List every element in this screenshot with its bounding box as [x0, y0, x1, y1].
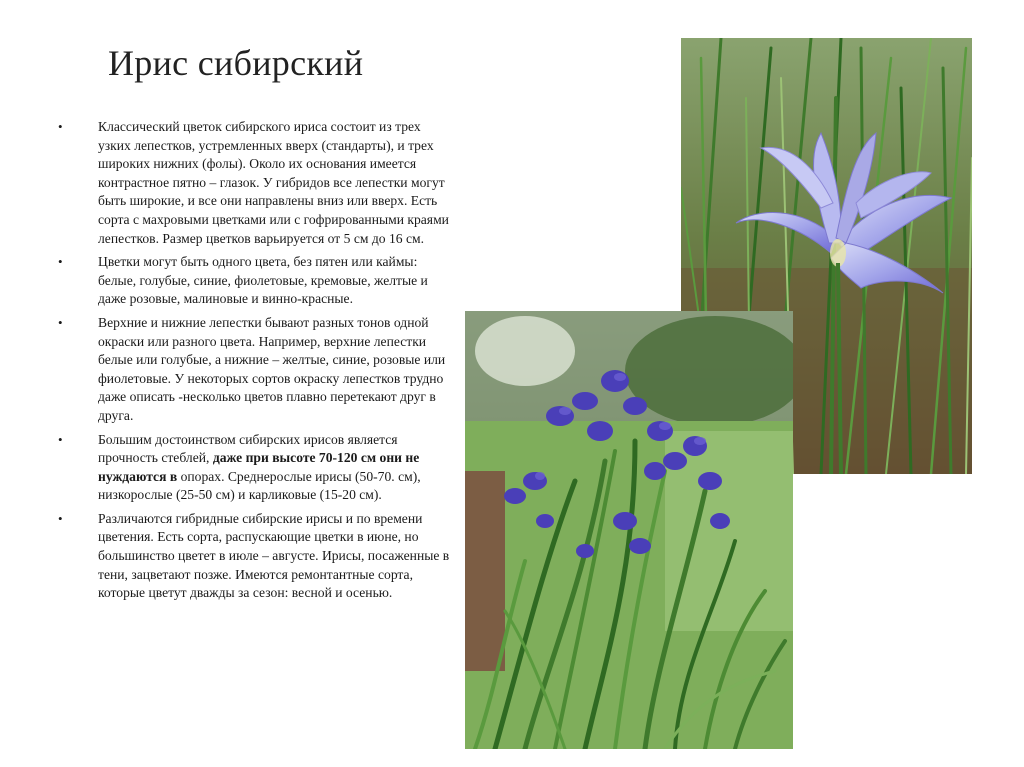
slide-title: Ирис сибирский — [108, 43, 364, 83]
bullet-marker: • — [58, 254, 63, 270]
bullet-item — [58, 253, 450, 309]
bullet-marker: • — [58, 314, 63, 330]
bullet-marker: • — [58, 119, 63, 134]
bullet-item — [58, 431, 450, 505]
iris-bush-garden-photo — [465, 311, 793, 749]
bullet-text-bold: даже при высоте 70-120 см они не нуждаются в — [98, 450, 420, 484]
bullet-text: Различаются гибридные сибирские ирисы и по времени цветения. Есть сорта, распускающие цветки в июне, но большинство цветет в июле – августе. Ирисы, посаженные в тени, зацветают позже. Имеются ремонтантные сорта, которые цветут дважды за сезон: весной и осенью. — [98, 510, 450, 601]
bullet-text: Цветки могут быть одного цвета, без пятен или каймы: белые, голубые, синие, фиолетовые, кремовые, желтые и даже розовые, малиновые и винно-красные. — [98, 254, 428, 307]
bullet-marker: • — [58, 510, 63, 526]
bullet-item — [58, 118, 450, 248]
bullet-marker: • — [58, 431, 63, 447]
bullet-item — [58, 314, 450, 426]
bullet-text: Верхние и нижние лепестки бывают разных тонов одной окраски или разного цвета. Например, верхние лепестки белые или голубые, а нижние – желтые, синие, розовые или фиолетовые. У некоторых сортов окраску лепестков трудно даже описать -несколько цветов плавно перетекают друг в друга. — [98, 314, 446, 423]
bullet-text: Классический цветок сибирского ириса состоит из трех узких лепестков, устремленных вверх (стандарты), и трех широких нижних (фолы). Около их основания имеется контрастное пятно – глазок. У гибридов все лепестки могут быть широкие, и все они направлены вниз или вверх. Есть сорта с махровыми цветками или с гофрированными краями лепестков. Размер цветков варьируется от 5 см до 16 см. — [98, 119, 449, 246]
bullet-list — [58, 118, 450, 608]
bullet-text-start: Большим достоинством сибирских ирисов является прочность стеблей, — [98, 431, 398, 466]
bullet-text-end: опорах. Среднерослые ирисы (50-70. см), низкорослые (25-50 см) и карликовые (15-20 см). — [98, 468, 421, 503]
bullet-item — [58, 510, 450, 603]
bullet-text — [98, 432, 421, 503]
